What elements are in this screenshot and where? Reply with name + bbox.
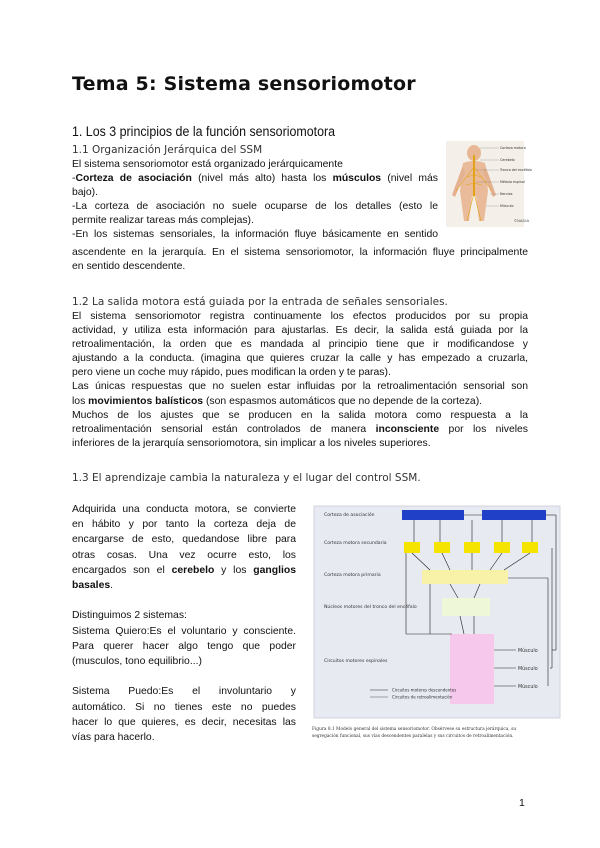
paragraph-1-1b: [72, 246, 528, 274]
page-number: 1: [519, 797, 525, 809]
text-line: permite realizar tareas más complejas).: [72, 215, 254, 227]
text-line: -En los sistemas sensoriales, la información fluye básicamente en sentido: [72, 229, 438, 241]
subsection-heading-1-2: 1.2 La salida motora está guiada por la entrada de señales sensoriales.: [72, 296, 448, 308]
text-line: Muchos de los ajustes que se producen en la salida motora como respuesta a la: [72, 409, 528, 421]
primary-motor-cortex-block: [422, 570, 508, 584]
subsection-heading-1-1: 1.1 Organización Jerárquica del SSM: [72, 144, 263, 156]
text-line: hacer lo que quieres, es decir, necesitas las: [72, 716, 296, 728]
figure-caption: segregación funcional, sus vías descendentes paralelas y sus circuitos de retroalimentación.: [312, 734, 514, 739]
text-line: basales.: [72, 580, 114, 592]
level-label: Circuitos motores espinales: [324, 659, 388, 664]
text-line: los movimientos balísticos (son espasmos automáticos que no depende de la corteza).: [72, 395, 483, 407]
muscle-label: Músculo: [518, 649, 538, 654]
text-line: automático. Si no tienes este no puedes: [72, 701, 296, 713]
level-label: Corteza de asociación: [324, 513, 375, 518]
text-line: Sistema Puedo:Es el involuntario y: [72, 686, 296, 698]
text-line: en sentido descendente.: [72, 261, 186, 273]
text-line: Las únicas respuestas que no suelen estar influidas por la retroalimentación sensorial son: [72, 381, 528, 393]
text-line: -Corteza de asociación (nivel más alto) hasta los músculos (nivel más: [72, 173, 438, 185]
text-line: en hábito y por tanto la corteza deja de: [72, 519, 296, 531]
subsection-heading-1-3: 1.3 El aprendizaje cambia la naturaleza y el lugar del control SSM.: [72, 472, 421, 484]
body-label: Nervios: [500, 192, 513, 196]
text-line: Sistema Quiero:Es el voluntario y consciente.: [72, 625, 296, 637]
brainstem-block: [442, 598, 490, 616]
legend-label: Circuitos motores descendentes: [392, 687, 457, 693]
text-line: Para querer hacer algo tengo que poder: [72, 640, 296, 652]
text-line: ajustando a la conducta. (imagina que quieres cruzar la calle y has empezado a cruzarla,: [72, 353, 528, 365]
spinal-circuits-block: [450, 634, 494, 704]
text-line: pero viene un coche muy rápido, pues modifican la orden y te paras).: [72, 367, 391, 379]
sensorimotor-hierarchy-diagram: [310, 500, 568, 748]
text-line: encargados son el cerebelo y los ganglios: [72, 564, 296, 576]
body-label: Cerebelo: [500, 158, 515, 162]
text-line: Distinguimos 2 sistemas:: [72, 610, 187, 622]
page-title: Tema 5: Sistema sensoriomotor: [72, 73, 416, 95]
text-line: -La corteza de asociación no suele ocuparse de los detalles (esto le: [72, 201, 438, 213]
body-label: Médula espinal: [500, 180, 525, 184]
figure-caption: Figura 8.1 Modelo general del sistema sensoriomotor. Obsérvese su estructura jerárquica, su: [312, 727, 517, 732]
text-line: retroalimentación sensorial están controlados de manera inconsciente por los niveles: [72, 423, 529, 435]
level-label: Núcleos motores del tronco del encéfalo: [324, 605, 417, 610]
muscle-label: Músculo: [518, 685, 538, 690]
text-line: bajo).: [72, 187, 98, 199]
text-line: otras cosas. Una vez ocurre esto, los: [72, 549, 296, 561]
level-label: Corteza motora secundaria: [324, 541, 387, 546]
body-label: Músculo: [500, 204, 514, 208]
paragraph-1-2: [72, 310, 528, 451]
level-label: Corteza motora primaria: [324, 573, 381, 578]
text-line: El sistema sensoriomotor está organizado jerárquicamente: [72, 159, 343, 170]
text-line: Adquirida una conducta motora, se convierte: [72, 504, 296, 515]
figure-credit: ©NADIA: [514, 218, 530, 223]
body-label: Corteza motora: [500, 146, 526, 150]
paragraph-1-1a: [72, 158, 438, 243]
text-line: ascendente en la jerarquía. En el sistema sensoriomotor, la información fluye principalmente: [72, 247, 528, 258]
text-line: (musculos, tono equilibrio...): [72, 656, 202, 668]
section-heading: 1. Los 3 principios de la función sensoriomotora: [72, 124, 336, 139]
text-line: encargarse de esto, quedandose libre para: [72, 534, 296, 546]
text-line: El sistema sensoriomotor registra continuamente los efectos producidos por su propia: [72, 311, 528, 322]
text-line: inferiores de la jerarquía sensoriomotora, sin implicar a los niveles superiores.: [72, 437, 431, 449]
muscle-label: Músculo: [518, 667, 538, 672]
text-line: actividad, y utiliza esta información para ajustarlas. Es decir, la salida está guiada por la: [72, 325, 528, 337]
text-line: retroalimentación, la orden que es mandada al principio tiene que ir modificandose y: [72, 339, 528, 351]
text-line: vías para hacerlo.: [72, 732, 155, 744]
paragraph-1-3: [72, 502, 296, 745]
body-label: Tronco del encéfalo: [500, 168, 532, 172]
nervous-system-figure: [446, 141, 532, 227]
legend-label: Circuitos de retroalimentación: [392, 694, 453, 700]
